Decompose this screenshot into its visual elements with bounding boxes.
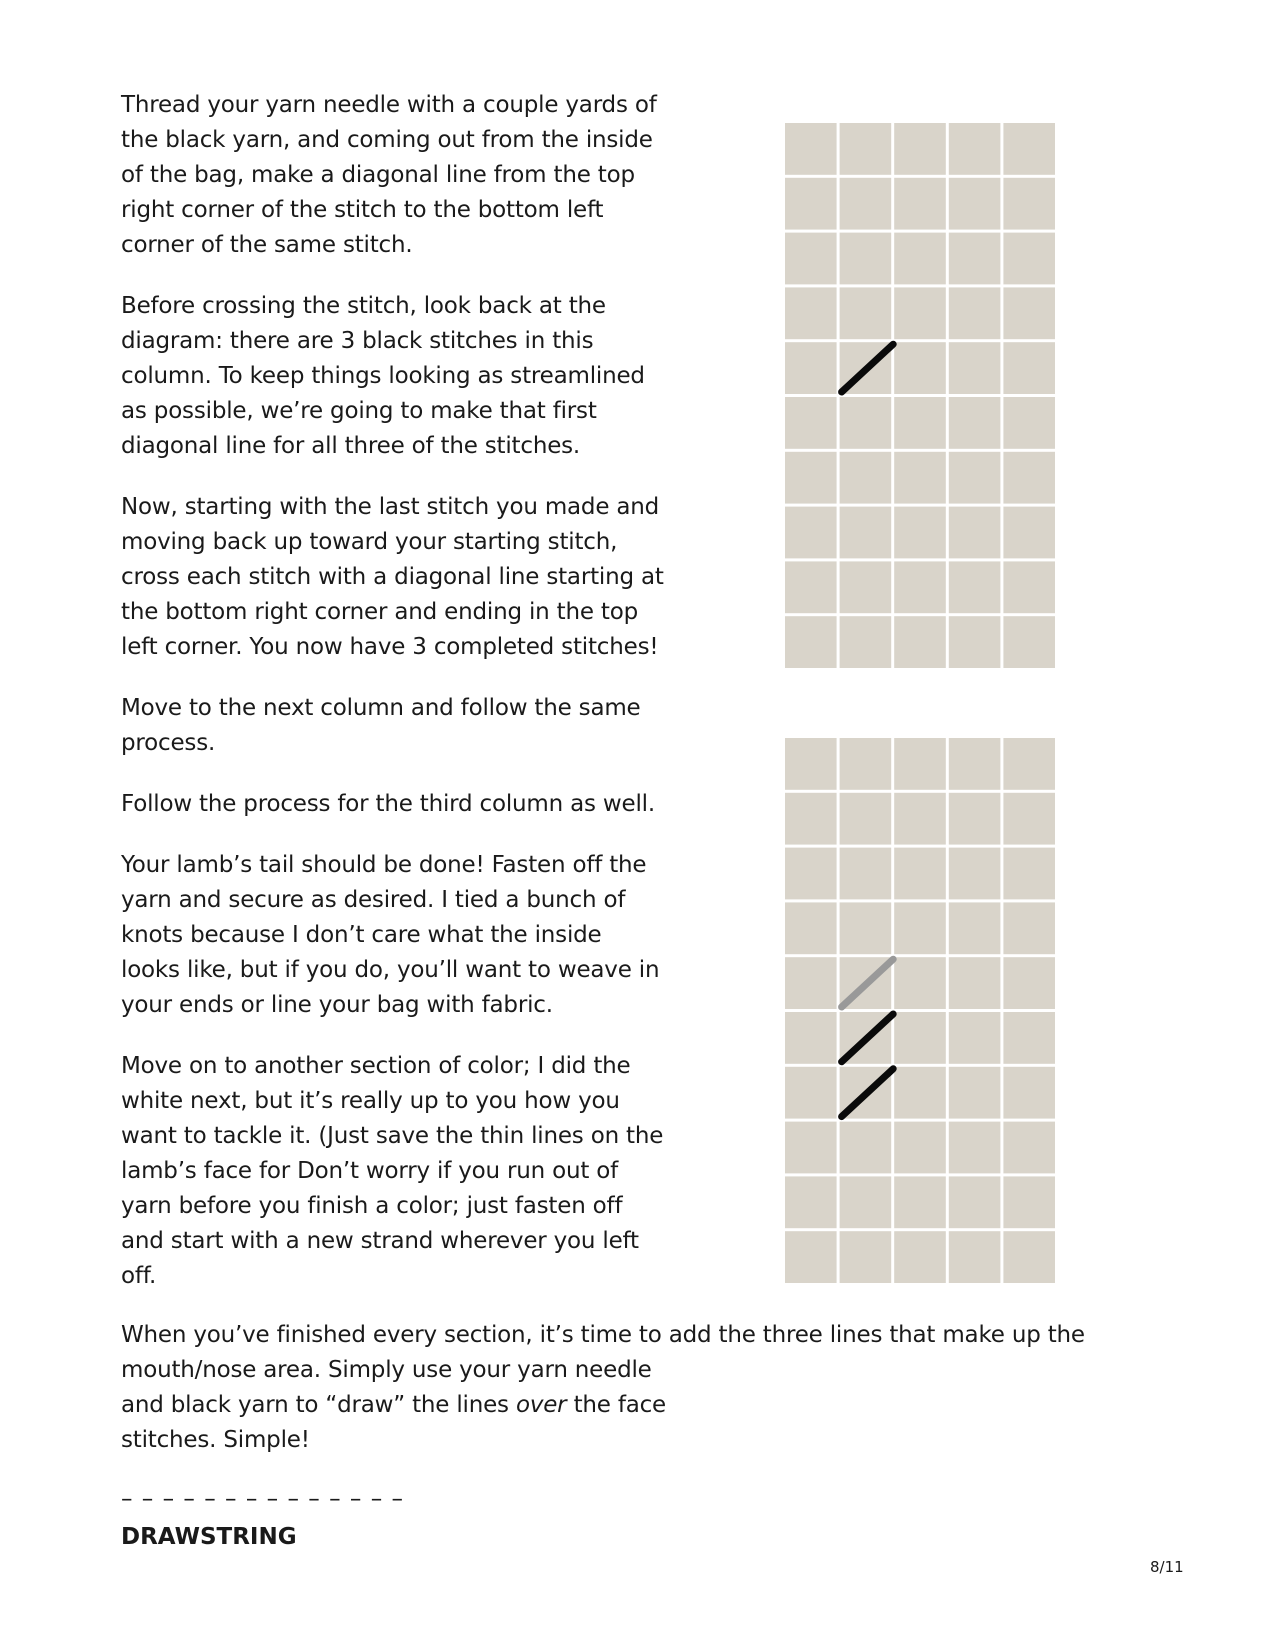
grid-cell xyxy=(1003,616,1055,668)
grid-cell xyxy=(1003,233,1055,285)
grid-cell xyxy=(894,793,946,845)
stitch-diagram-three-diagonals xyxy=(785,738,1055,1283)
grid-cell xyxy=(785,233,837,285)
grid-cell xyxy=(894,178,946,230)
grid-cell xyxy=(1003,342,1055,394)
grid-cell xyxy=(840,902,892,954)
grid-cell xyxy=(894,233,946,285)
grid-cell xyxy=(1003,793,1055,845)
grid-cell xyxy=(1003,1012,1055,1064)
grid-cell xyxy=(949,1122,1001,1174)
grid-cell xyxy=(894,738,946,790)
final-line-end: the face xyxy=(566,1392,667,1418)
grid-cell xyxy=(949,848,1001,900)
grid-cell xyxy=(1003,561,1055,613)
grid-cell xyxy=(785,1231,837,1283)
grid-cell xyxy=(785,397,837,449)
grid-cell xyxy=(785,178,837,230)
grid-cell xyxy=(840,1122,892,1174)
stitch-grid-svg xyxy=(785,123,1055,668)
grid-cell xyxy=(949,1012,1001,1064)
grid-cell xyxy=(840,233,892,285)
grid-cell xyxy=(1003,957,1055,1009)
paragraph: Follow the process for the third column as well. xyxy=(121,791,655,817)
paragraph: Now, starting with the last stitch you made and moving back up toward your starting stitch, cross each stitch with a diagonal line starting at the bottom right corner and ending in the top left corner. You now have 3 completed stitches! xyxy=(121,494,664,660)
paragraph: Move to the next column and follow the same process. xyxy=(121,695,641,756)
final-line-start: and black yarn to “draw” the lines xyxy=(121,1392,516,1418)
grid-cell xyxy=(785,848,837,900)
grid-cell xyxy=(894,123,946,175)
grid-cell xyxy=(785,616,837,668)
stitch-diagram-first-diagonal xyxy=(785,123,1055,668)
grid-cell xyxy=(949,233,1001,285)
grid-cell xyxy=(894,616,946,668)
grid-cell xyxy=(840,397,892,449)
grid-cell xyxy=(785,287,837,339)
emphasis-over: over xyxy=(515,1392,567,1418)
grid-cell xyxy=(840,178,892,230)
grid-cell xyxy=(894,287,946,339)
grid-cell xyxy=(949,507,1001,559)
grid-cell xyxy=(1003,1176,1055,1228)
grid-cell xyxy=(840,616,892,668)
grid-cell xyxy=(785,1176,837,1228)
grid-cell xyxy=(894,1231,946,1283)
grid-cell xyxy=(785,452,837,504)
grid-cell xyxy=(894,1176,946,1228)
grid-cell xyxy=(894,1067,946,1119)
grid-cell xyxy=(949,738,1001,790)
grid-cell xyxy=(840,507,892,559)
grid-cell xyxy=(894,342,946,394)
page-number: 8/11 xyxy=(1150,1558,1184,1576)
grid-cell xyxy=(949,452,1001,504)
grid-cell xyxy=(949,616,1001,668)
grid-cell xyxy=(894,561,946,613)
grid-cell xyxy=(785,123,837,175)
grid-cell xyxy=(949,342,1001,394)
grid-cell xyxy=(1003,397,1055,449)
grid-cell xyxy=(1003,902,1055,954)
grid-cell xyxy=(894,902,946,954)
grid-cell xyxy=(840,452,892,504)
grid-cell xyxy=(894,397,946,449)
grid-cell xyxy=(894,1012,946,1064)
grid-cell xyxy=(1003,738,1055,790)
grid-cell xyxy=(1003,1231,1055,1283)
grid-cell xyxy=(894,452,946,504)
grid-cell xyxy=(1003,848,1055,900)
grid-cell xyxy=(949,397,1001,449)
grid-cell xyxy=(840,848,892,900)
grid-cell xyxy=(949,957,1001,1009)
grid-cell xyxy=(949,902,1001,954)
grid-cell xyxy=(840,287,892,339)
grid-cell xyxy=(1003,507,1055,559)
grid-cell xyxy=(840,123,892,175)
final-line: stitches. Simple! xyxy=(121,1427,310,1453)
stitch-grid-svg xyxy=(785,738,1055,1283)
grid-cell xyxy=(785,902,837,954)
grid-cell xyxy=(1003,178,1055,230)
paragraph: Your lamb’s tail should be done! Fasten off the yarn and secure as desired. I tied a bunch of knots because I don’t care what the inside looks like, but if you do, you’ll want to weave in your ends or line your bag with fabric. xyxy=(121,852,660,1018)
grid-cell xyxy=(785,738,837,790)
grid-cell xyxy=(785,507,837,559)
final-line: When you’ve finished every section, it’s time to add the three lines that make up the xyxy=(121,1322,1085,1348)
grid-cell xyxy=(894,1122,946,1174)
grid-cell xyxy=(949,793,1001,845)
paragraph: Before crossing the stitch, look back at the diagram: there are 3 black stitches in this column. To keep things looking as streamlined as possible, we’re going to make that first diagonal line for all three of the stitches. xyxy=(121,293,645,459)
section-divider: – – – – – – – – – – – – – – xyxy=(121,1486,405,1512)
grid-cell xyxy=(894,507,946,559)
grid-cell xyxy=(949,287,1001,339)
grid-cell xyxy=(949,1231,1001,1283)
paragraph: Thread your yarn needle with a couple yards of the black yarn, and coming out from the inside of the bag, make a diagonal line from the top right corner of the stitch to the bottom left corner of the same stitch. xyxy=(121,92,657,258)
grid-cell xyxy=(785,957,837,1009)
final-paragraph xyxy=(121,1318,1101,1458)
grid-cell xyxy=(840,738,892,790)
grid-cell xyxy=(949,1176,1001,1228)
grid-cell xyxy=(840,793,892,845)
grid-cell xyxy=(785,1012,837,1064)
grid-cell xyxy=(949,178,1001,230)
grid-cell xyxy=(949,1067,1001,1119)
grid-cell xyxy=(1003,1067,1055,1119)
grid-cell xyxy=(949,123,1001,175)
grid-cell xyxy=(1003,287,1055,339)
grid-cell xyxy=(894,848,946,900)
grid-cell xyxy=(1003,452,1055,504)
grid-cell xyxy=(949,561,1001,613)
grid-cell xyxy=(785,793,837,845)
grid-cell xyxy=(1003,123,1055,175)
grid-cell xyxy=(1003,1122,1055,1174)
final-line xyxy=(121,1388,1101,1423)
grid-cell xyxy=(840,1231,892,1283)
grid-cell xyxy=(785,561,837,613)
section-heading: DRAWSTRING xyxy=(121,1524,297,1550)
paragraph: Move on to another section of color; I did the white next, but it’s really up to you how you want to tackle it. (Just save the thin lines on the lamb’s face for Don’t worry if you run out of yarn before you finish a color; just fasten off and start with a new strand wherever you left off. xyxy=(121,1053,664,1289)
grid-cell xyxy=(785,1067,837,1119)
final-line: mouth/nose area. Simply use your yarn needle xyxy=(121,1357,652,1383)
grid-cell xyxy=(840,561,892,613)
grid-cell xyxy=(785,1122,837,1174)
instructions-column xyxy=(121,88,666,1320)
grid-cell xyxy=(894,957,946,1009)
grid-cell xyxy=(785,342,837,394)
grid-cell xyxy=(840,1176,892,1228)
